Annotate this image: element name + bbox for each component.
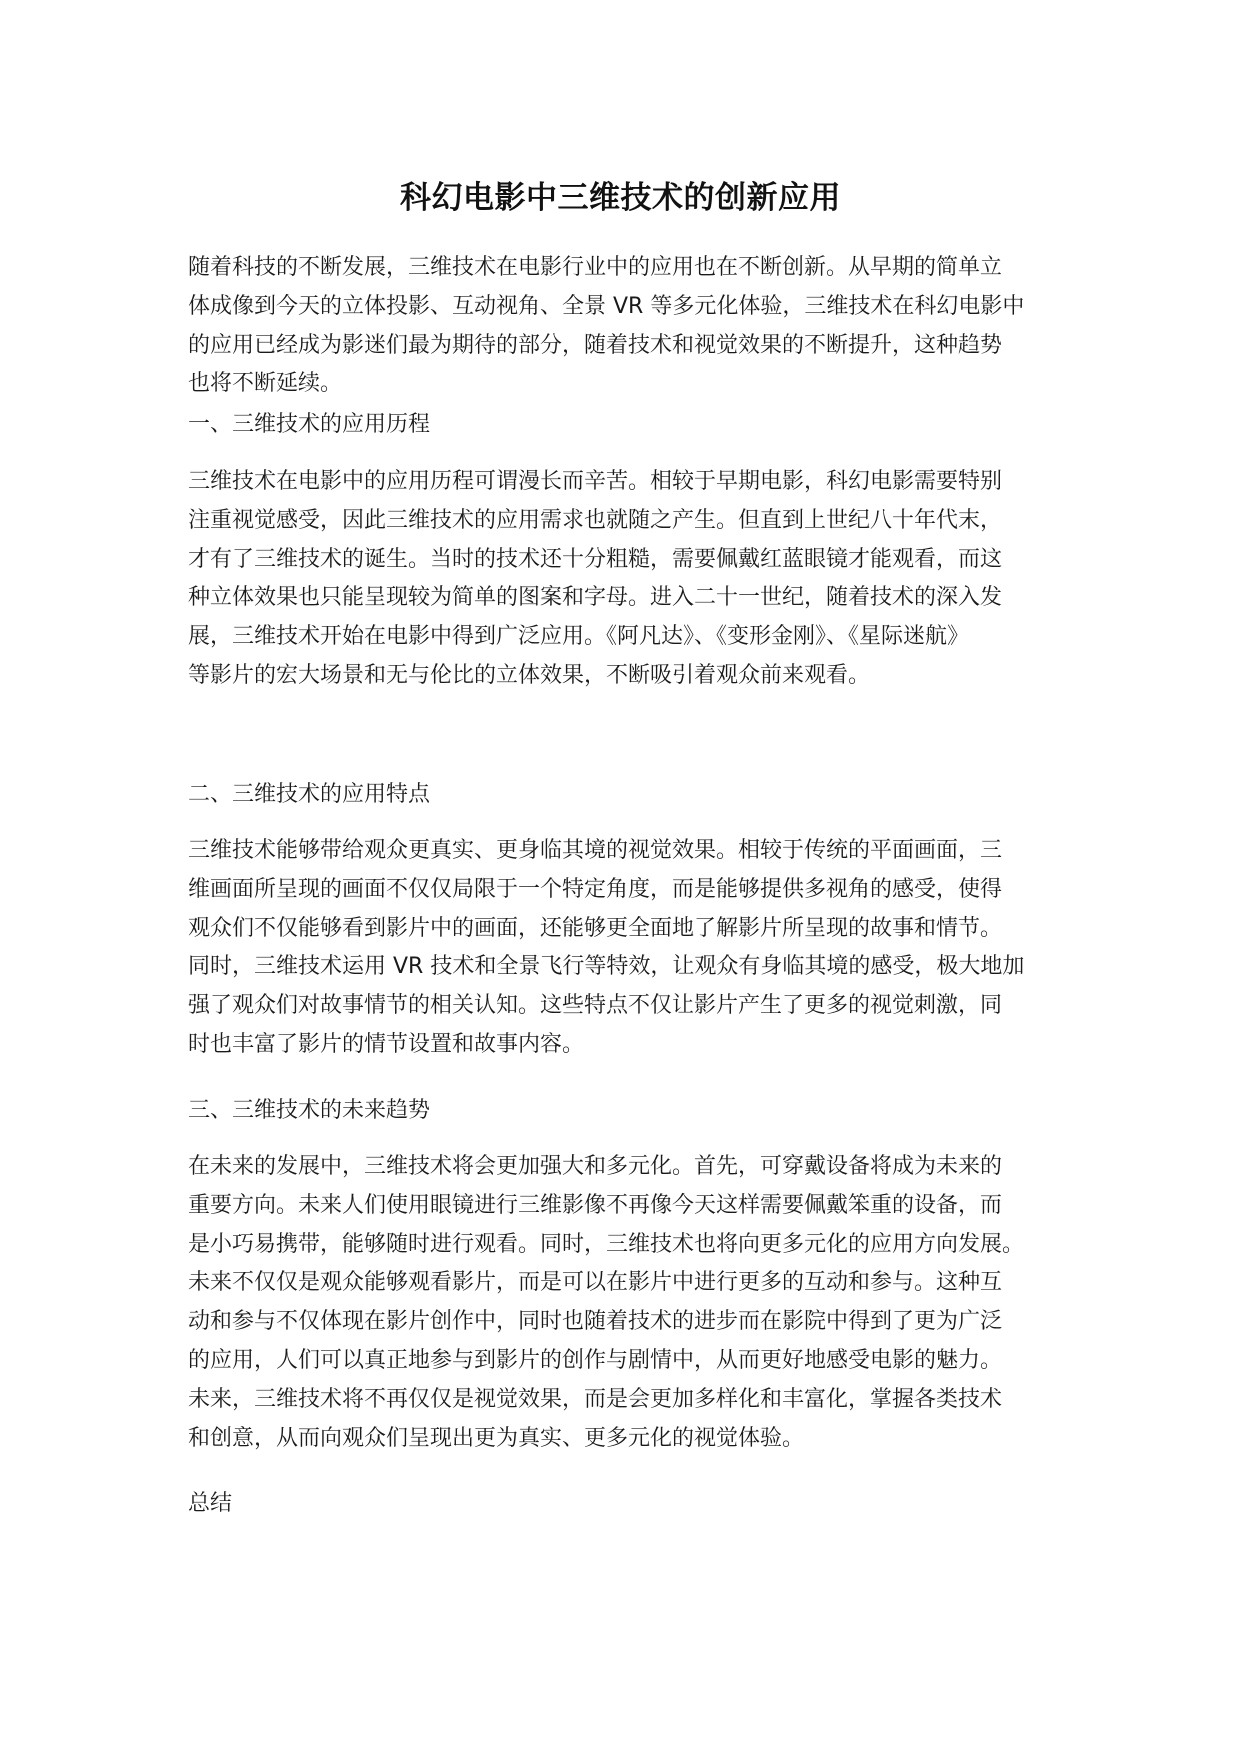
intro-line: 随着科技的不断发展，三维技术在电影行业中的应用也在不断创新。从早期的简单立	[188, 255, 1003, 280]
section-3-line: 和创意，从而向观众们呈现出更为真实、更多元化的视觉体验。	[188, 1425, 805, 1451]
conclusion-heading-block	[188, 1485, 1068, 1524]
section-2-line: 强了观众们对故事情节的相关认知。这些特点不仅让影片产生了更多的视觉刺激，同	[188, 993, 1003, 1019]
section-1-line: 注重视觉感受，因此三维技术的应用需求也就随之产生。但直到上世纪八十年代末，	[188, 507, 1003, 533]
conclusion-heading: 总结	[188, 1491, 233, 1516]
section-2-line: 同时，三维技术运用 VR 技术和全景飞行等特效，让观众有身临其境的感受，极大地加	[188, 954, 1025, 980]
section-1-line: 等影片的宏大场景和无与伦比的立体效果，不断吸引着观众前来观看。	[188, 662, 871, 688]
intro-paragraph	[188, 249, 1068, 404]
section-1-line: 种立体效果也只能呈现较为简单的图案和字母。进入二十一世纪，随着技术的深入发	[188, 585, 1003, 611]
section-2-heading: 二、三维技术的应用特点	[188, 782, 431, 807]
section-3-line: 是小巧易携带，能够随时进行观看。同时，三维技术也将向更多元化的应用方向发展。	[188, 1231, 1025, 1257]
section-1-line: 展，三维技术开始在电影中得到广泛应用。《阿凡达》、《变形金刚》、《星际迷航》	[188, 624, 970, 650]
section-3-line: 重要方向。未来人们使用眼镜进行三维影像不再像今天这样需要佩戴笨重的设备，而	[188, 1192, 1003, 1218]
intro-line: 的应用已经成为影迷们最为期待的部分，随着技术和视觉效果的不断提升，这种趋势	[188, 332, 1003, 358]
section-3-line: 的应用，人们可以真正地参与到影片的创作与剧情中，从而更好地感受电影的魅力。	[188, 1347, 1003, 1373]
document-title: 科幻电影中三维技术的创新应用	[400, 180, 841, 216]
section-3-line: 未来不仅仅是观众能够观看影片，而是可以在影片中进行更多的互动和参与。这种互	[188, 1270, 1003, 1296]
section-2-line: 维画面所呈现的画面不仅仅局限于一个特定角度，而是能够提供多视角的感受，使得	[188, 876, 1003, 902]
section-2-line: 时也丰富了影片的情节设置和故事内容。	[188, 1031, 585, 1057]
section-3-paragraph	[188, 1148, 1068, 1458]
section-2-line: 观众们不仅能够看到影片中的画面，还能够更全面地了解影片所呈现的故事和情节。	[188, 915, 1003, 941]
section-1-line: 三维技术在电影中的应用历程可谓漫长而辛苦。相较于早期电影，科幻电影需要特别	[188, 469, 1003, 494]
section-3-heading-block	[188, 1092, 1068, 1131]
section-2-heading-block	[188, 776, 1068, 815]
intro-line: 体成像到今天的立体投影、互动视角、全景 VR 等多元化体验，三维技术在科幻电影中	[188, 293, 1025, 319]
section-1-paragraph	[188, 463, 1068, 696]
section-2-line: 三维技术能够带给观众更真实、更身临其境的视觉效果。相较于传统的平面画面，三	[188, 838, 1003, 863]
section-3-line: 动和参与不仅体现在影片创作中，同时也随着技术的进步而在影院中得到了更为广泛	[188, 1309, 1003, 1335]
section-3-line: 在未来的发展中，三维技术将会更加强大和多元化。首先，可穿戴设备将成为未来的	[188, 1154, 1003, 1179]
section-3-line: 未来，三维技术将不再仅仅是视觉效果，而是会更加多样化和丰富化，掌握各类技术	[188, 1386, 1003, 1412]
section-2-paragraph	[188, 832, 1068, 1065]
section-3-heading: 三、三维技术的未来趋势	[188, 1098, 431, 1123]
section-1-heading: 一、三维技术的应用历程	[188, 412, 431, 437]
section-1-heading-block	[188, 406, 1068, 445]
intro-line: 也将不断延续。	[188, 371, 343, 397]
section-1-line: 才有了三维技术的诞生。当时的技术还十分粗糙，需要佩戴红蓝眼镜才能观看，而这	[188, 546, 1003, 572]
